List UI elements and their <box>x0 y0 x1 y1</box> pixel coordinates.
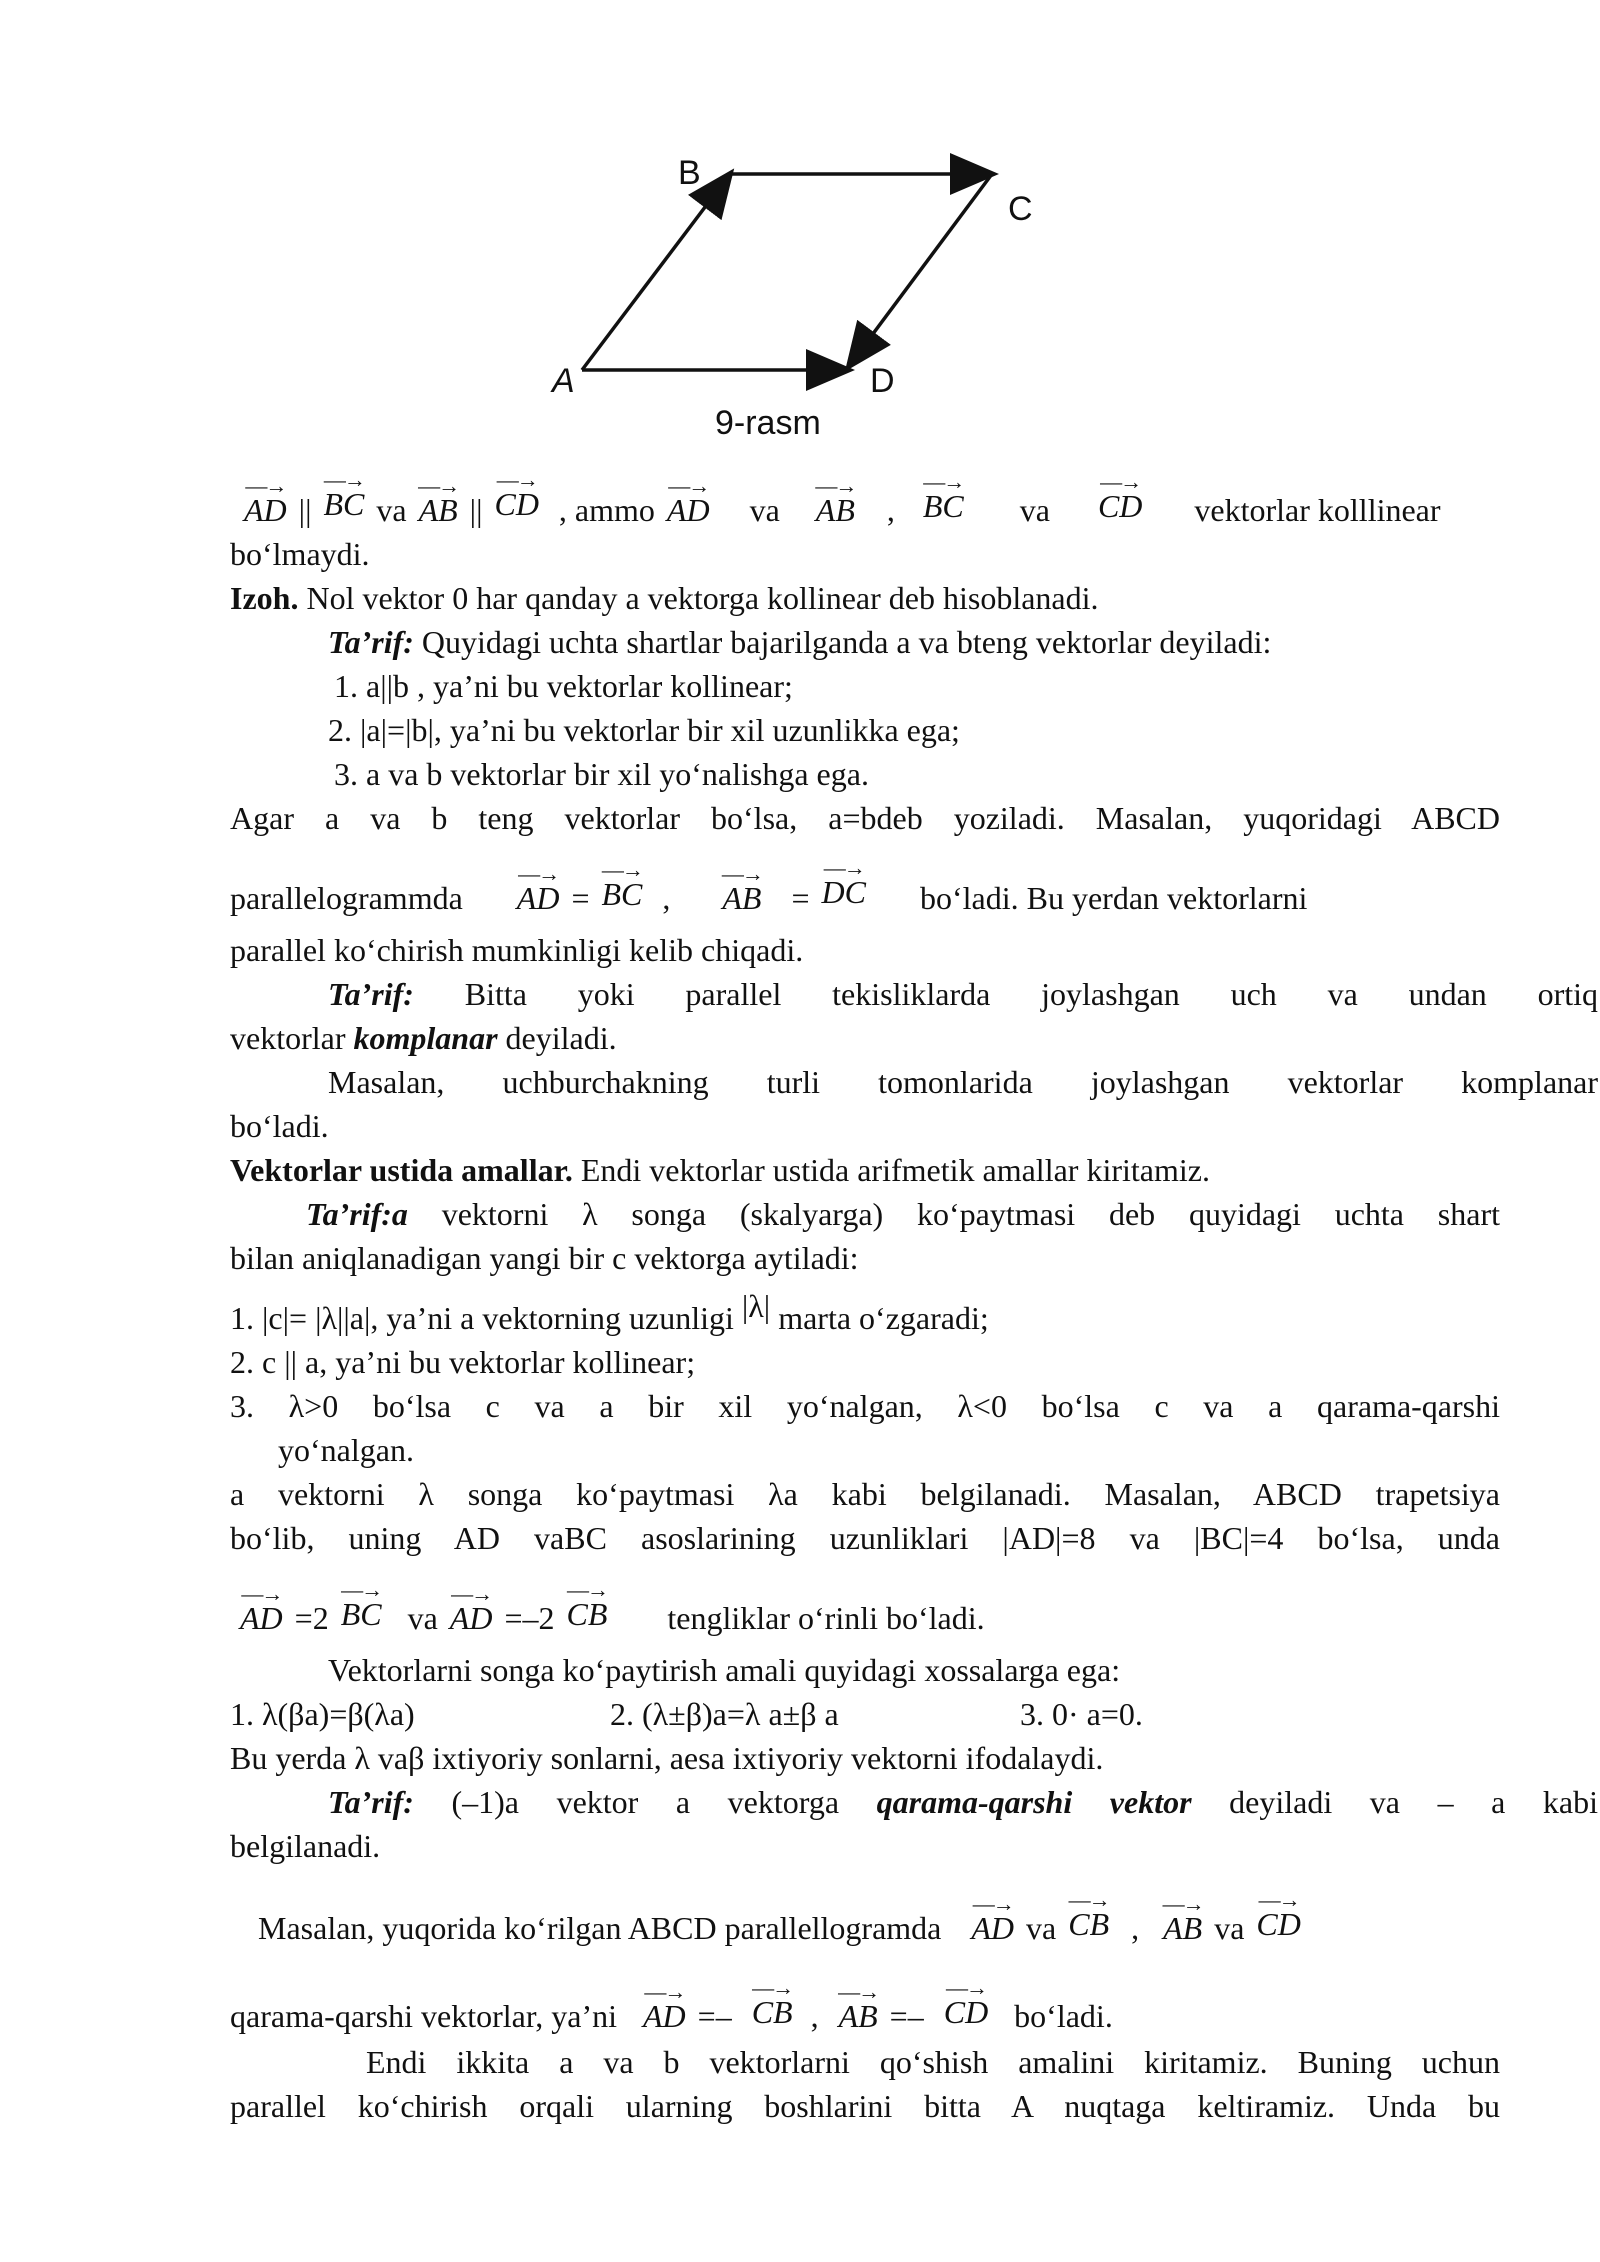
math-text: —→ <box>451 1581 492 1606</box>
tarif-qarama-qarshi: Ta’rif: (–1)a vektor a vektorga qarama-qarshi vektor deyiladi va – a kabi <box>328 1784 1599 1820</box>
vector-bc <box>340 1577 382 1632</box>
label-b: B <box>678 154 701 192</box>
vector-cb <box>1068 1887 1110 1942</box>
math-text: AD <box>244 492 287 528</box>
parallel-kochirish: parallel ko‘chirish mumkinligi kelib chiqadi. <box>230 932 804 968</box>
math-text: DC <box>821 874 866 910</box>
vector-ad <box>971 1891 1015 1946</box>
math-text: CB <box>566 1596 608 1632</box>
label-c: C <box>1008 190 1033 228</box>
kopaytma-cond-3: 3. λ>0 bo‘lsa c va a bir xil yo‘nalgan, λ<0 bo‘lsa c va a qarama-qarshi <box>230 1388 1500 1424</box>
paragraph-1-cont: bo‘lmaydi. <box>230 536 370 572</box>
math-text: AD <box>971 1910 1015 1946</box>
condition-1: 1. a||b , ya’ni bu vektorlar kollinear; <box>334 668 793 704</box>
label-d: D <box>870 362 895 400</box>
kopaytma-cond-2: 2. c || a, ya’ni bu vektorlar kollinear; <box>230 1344 696 1380</box>
text-kollinear: vektorlar kolllinear <box>1194 492 1441 528</box>
math-text: , <box>810 1998 819 2034</box>
masalan-komplanar: Masalan, uchburchakning turli tomonlarida joylashgan vektorlar komplanar <box>328 1064 1598 1100</box>
math-text: —→ <box>1162 1891 1203 1916</box>
bu-yerda: Bu yerda λ vaβ ixtiyoriy sonlarni, aesa ixtiyoriy vektorni ifodalaydi. <box>230 1740 1104 1776</box>
tarif-komplanar: Ta’rif: Bitta yoki parallel tekisliklarda joylashgan uch va undan ortiq <box>328 976 1598 1012</box>
math-text: —→ <box>752 1975 793 2000</box>
vector-cd <box>1097 469 1143 524</box>
math-text: AB <box>418 492 458 528</box>
math-text: tengliklar o‘rinli bo‘ladi. <box>667 1600 985 1636</box>
qarama-qarshi-line <box>230 1975 1113 2034</box>
trapetsiya-equation-line <box>236 1577 985 1636</box>
math-text: BC <box>340 1596 382 1632</box>
condition-3: 3. a va b vektorlar bir xil yo‘nalishga ega. <box>334 756 869 792</box>
vector-ad <box>240 1581 283 1636</box>
math-text: —→ <box>518 861 559 886</box>
math-text: AB <box>1163 1910 1203 1946</box>
math-text: —→ <box>972 1891 1013 1916</box>
xossalar: 1. λ(βa)=β(λa) 2. (λ±β)a=λ a±β a 3. 0· a=0. <box>230 1696 1143 1732</box>
parallel-sign: || <box>469 492 483 528</box>
math-text: = <box>791 880 810 916</box>
math-text: AD <box>666 492 710 528</box>
math-text: parallelogrammda <box>230 880 463 916</box>
lambda-belgi: a vektorni λ songa ko‘paytmasi λa kabi belgilanadi. Masalan, ABCD trapetsiya <box>230 1476 1500 1512</box>
belgilanadi: belgilanadi. <box>230 1828 381 1864</box>
math-text: =– <box>889 1998 924 2034</box>
vector-cd <box>1256 1887 1301 1942</box>
tarif-teng: Ta’rif: Quyidagi uchta shartlar bajarilganda a va bteng vektorlar deyiladi: <box>328 624 1272 660</box>
parallelogram-figure <box>530 154 1130 460</box>
math-text: AD <box>516 880 560 916</box>
math-text: AB <box>838 1998 878 2034</box>
math-text: =–2 <box>504 1600 555 1636</box>
vector-cb <box>751 1975 793 2030</box>
masalan-komplanar-2: bo‘ladi. <box>230 1108 329 1144</box>
math-text: bo‘ladi. <box>1014 1998 1113 2034</box>
tarif-komplanar-2: vektorlar komplanar deyiladi. <box>230 1020 617 1056</box>
word-va: va <box>1019 492 1050 528</box>
tarif-kopaytma: Ta’rif:a vektorni λ songa (skalyarga) ko‘paytmasi deb quyidagi uchta shart <box>306 1196 1500 1232</box>
math-text: —→ <box>323 467 364 492</box>
math-text: —→ <box>496 467 537 492</box>
math-text: BC <box>922 488 964 524</box>
math-text: CB <box>1068 1906 1110 1942</box>
math-text: , <box>662 880 671 916</box>
label-a: A <box>552 362 575 400</box>
math-text: —→ <box>1100 469 1141 494</box>
vector-ab <box>838 1979 879 2034</box>
endi-qoshish: Endi ikkita a va b vektorlarni qo‘shish amalini kiritamiz. Buning uchun <box>366 2044 1500 2080</box>
masalan-qq-line <box>258 1887 1305 1946</box>
math-text: = <box>571 880 590 916</box>
tarif-kopaytma-2: bilan aniqlanadigan yangi bir c vektorga aytiladi: <box>230 1240 859 1276</box>
math-text: —→ <box>721 861 762 886</box>
word-va: va <box>749 492 780 528</box>
vector-ab <box>815 473 856 528</box>
math-text: BC <box>323 486 365 522</box>
math-text: AB <box>815 492 855 528</box>
math-text: —→ <box>341 1577 382 1602</box>
math-text: AD <box>449 1600 493 1636</box>
trapetsiya: bo‘lib, uning AD vaBC asoslarining uzunliklari |AD|=8 va |BC|=4 bo‘lsa, unda <box>230 1520 1500 1556</box>
math-text: —→ <box>245 473 286 498</box>
figure-caption: 9-rasm <box>715 404 821 442</box>
math-text: AD <box>642 1998 686 2034</box>
math-text: —→ <box>945 1975 986 2000</box>
vector-ab <box>1162 1891 1203 1946</box>
math-text: CD <box>494 486 539 522</box>
parallelogram-equation-line <box>230 855 1308 916</box>
vector-dc <box>821 855 866 910</box>
vector-cd <box>849 174 992 366</box>
math-text: CD <box>943 1994 989 2030</box>
math-text: —→ <box>923 469 964 494</box>
math-text: AB <box>722 880 762 916</box>
vector-ad <box>642 1979 686 2034</box>
condition-2: 2. |a|=|b|, ya’ni bu vektorlar bir xil uzunlikka ega; <box>328 712 960 748</box>
math-text: bo‘ladi. Bu yerdan vektorlarni <box>919 880 1308 916</box>
vector-ad <box>449 1581 493 1636</box>
vector-ab <box>582 174 730 370</box>
math-text: , <box>1131 1910 1140 1946</box>
math-text: Masalan, yuqorida ko‘rilgan ABCD parallellogramda <box>258 1910 942 1946</box>
math-text: —→ <box>668 473 709 498</box>
kopaytma-cond-3b: yo‘nalgan. <box>278 1432 414 1468</box>
vector-cd <box>943 1975 989 2030</box>
word-ammo: , ammo <box>558 492 655 528</box>
math-text: BC <box>601 876 643 912</box>
math-text: —→ <box>823 855 864 880</box>
math-text: AD <box>240 1600 283 1636</box>
math-text: —→ <box>815 473 856 498</box>
parallelogram-svg <box>530 154 1130 460</box>
vector-bc <box>323 467 365 522</box>
vector-cd <box>494 467 539 522</box>
izoh: Izoh. Nol vektor 0 har qanday a vektorga kollinear deb hisoblanadi. <box>230 580 1099 616</box>
vector-ad <box>666 473 710 528</box>
vector-ab <box>721 861 762 916</box>
math-text: =– <box>697 1998 732 2034</box>
word-va: va <box>376 492 407 528</box>
xossalar-intro: Vektorlarni songa ko‘paytirish amali quyidagi xossalarga ega: <box>328 1652 1121 1688</box>
comma: , <box>886 492 895 528</box>
vector-line-1 <box>240 467 1441 528</box>
vector-ab <box>418 473 459 528</box>
math-text: —→ <box>1068 1887 1109 1912</box>
math-text: qarama-qarshi vektorlar, ya’ni <box>230 1998 617 2034</box>
math-text: va <box>407 1600 438 1636</box>
vector-ad <box>516 861 560 916</box>
math-text: va <box>1026 1910 1057 1946</box>
math-text: CD <box>1256 1906 1301 1942</box>
vektorlar-ustida-amallar: Vektorlar ustida amallar. Endi vektorlar ustida arifmetik amallar kiritamiz. <box>230 1152 1210 1188</box>
math-text: —→ <box>566 1577 607 1602</box>
math-text: =2 <box>294 1600 329 1636</box>
math-text: —→ <box>601 857 642 882</box>
kopaytma-cond-1: 1. |c|= |λ||a|, ya’ni a vektorning uzunligi |λ| marta o‘zgaradi; <box>230 1288 989 1336</box>
math-text: va <box>1214 1910 1245 1946</box>
endi-qoshish-2: parallel ko‘chirish orqali ularning boshlarini bitta A nuqtaga keltiramiz. Unda bu <box>230 2088 1500 2124</box>
vector-bc <box>601 857 643 912</box>
math-text: CD <box>1097 488 1143 524</box>
math-text: —→ <box>1258 1887 1299 1912</box>
math-text: —→ <box>241 1581 282 1606</box>
parallel-sign: || <box>298 492 312 528</box>
math-text: —→ <box>418 473 459 498</box>
math-text: CB <box>751 1994 793 2030</box>
math-text: —→ <box>838 1979 879 2004</box>
math-text: —→ <box>644 1979 685 2004</box>
vector-ad <box>244 473 287 528</box>
vector-bc <box>922 469 964 524</box>
vector-cb <box>566 1577 608 1632</box>
agar-paragraph: Agar a va b teng vektorlar bo‘lsa, a=bdeb yoziladi. Masalan, yuqoridagi ABCD <box>230 800 1500 836</box>
